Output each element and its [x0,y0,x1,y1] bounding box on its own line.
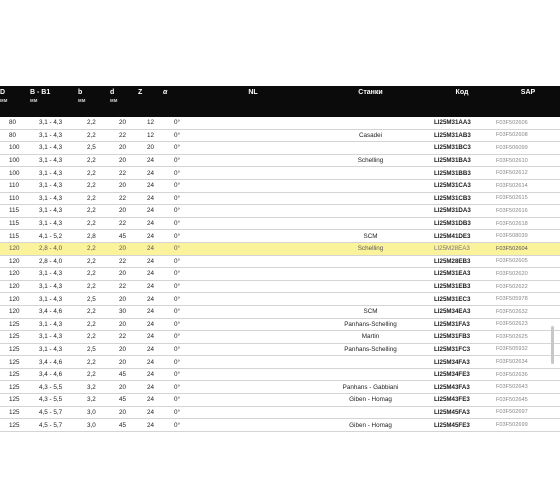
cell-a: 0° [174,131,181,139]
cell-d: 20 [119,295,127,303]
cell-a: 0° [174,408,181,416]
cell-code: LI25M31BB3 [434,169,471,177]
cell-nl [193,331,313,344]
cell-BB1: 3,4 - 4,6 [39,358,63,366]
table-row[interactable] [0,154,560,167]
cell-a: 0° [174,283,181,291]
cell-b: 2,2 [87,358,96,366]
cell-a: 0° [174,396,181,404]
cell-D: 120 [9,308,20,316]
cell-b: 2,2 [87,371,96,379]
col-header-B-B1: B - B1 [30,86,78,98]
table-row[interactable] [0,230,560,243]
cell-D: 120 [9,283,20,291]
cell-machine [313,117,428,129]
cell-D: 115 [9,220,20,228]
cell-machine: SCM [363,308,378,316]
cell-Z: 24 [147,308,155,316]
cell-code: LI25M31AB3 [434,131,471,139]
cell-code: LI25M45FE3 [434,421,470,429]
cell-nl [193,343,313,356]
table-row[interactable] [0,419,560,432]
product-table [0,86,560,432]
cell-Z: 24 [147,396,155,404]
cell-nl [193,230,313,243]
col-header-NL: NL [193,86,313,98]
cell-d: 45 [119,232,127,240]
table-row[interactable] [0,343,560,356]
cell-d: 20 [119,182,127,190]
cell-Z: 24 [147,232,155,240]
cell-D: 110 [9,194,20,202]
header-row [0,86,560,98]
col-header-b: b [78,86,110,98]
cell-nl [193,179,313,192]
cell-machine: Schelling [357,157,384,165]
cell-machine [313,268,428,281]
cell-code: LI25M45FA3 [434,408,470,416]
unit-d: мм [110,98,138,117]
cell-d: 20 [110,242,138,255]
cell-code: LI25M28EB3 [434,257,471,265]
cell-code: LI25M43FE3 [434,396,470,404]
cell-d: 45 [119,371,127,379]
cell-code: LI25M31DA3 [434,207,471,215]
cell-Z: 24 [147,194,155,202]
units-row [0,98,560,117]
cell-Z: 24 [147,169,155,177]
cell-d: 22 [119,257,127,265]
cell-BB1: 4,5 - 5,7 [39,421,63,429]
cell-D: 80 [9,119,17,127]
cell-a: 0° [174,207,181,215]
table-row[interactable] [0,129,560,142]
cell-a: 0° [174,119,181,127]
cell-machine: SCM [363,232,378,240]
cell-nl [193,117,313,129]
cell-b: 2,2 [87,220,96,228]
table-row[interactable] [0,167,560,180]
cell-nl [193,381,313,394]
cell-sap: F03F505978 [496,296,528,303]
cell-b: 2,2 [87,131,96,139]
table-row[interactable] [0,293,560,306]
cell-sap: F03F502625 [496,333,528,340]
table-row[interactable] [0,192,560,205]
cell-d: 20 [119,144,127,152]
cell-machine [313,406,428,419]
cell-nl [193,255,313,268]
cell-code: LI25M31FA3 [434,320,470,328]
cell-d: 22 [119,333,127,341]
cell-machine: Giben - Homag [349,421,392,429]
cell-d: 22 [119,220,127,228]
cell-b: 2,2 [87,333,96,341]
col-header-code: Код [428,86,496,98]
cell-machine [313,192,428,205]
cell-D: 120 [9,257,20,265]
cell-BB1: 2,8 - 4,0 [30,242,78,255]
col-header-Z: Z [138,86,163,98]
cell-D: 120 [0,242,30,255]
cell-a: 0° [174,220,181,228]
cell-d: 20 [119,207,127,215]
cell-a: 0° [174,358,181,366]
table-row[interactable] [0,217,560,230]
cell-code: LI25M31CB3 [434,194,471,202]
cell-a: 0° [174,345,181,353]
table-row[interactable] [0,117,560,129]
cell-BB1: 3,1 - 4,3 [39,320,63,328]
table-row[interactable] [0,305,560,318]
cell-nl [193,394,313,407]
cell-a: 0° [174,182,181,190]
cell-D: 115 [9,232,20,240]
table-row[interactable] [0,368,560,381]
cell-BB1: 3,1 - 4,3 [39,270,63,278]
cell-d: 20 [119,358,127,366]
cell-D: 110 [9,182,20,190]
cell-d: 20 [119,119,127,127]
table-row[interactable] [0,394,560,407]
cell-d: 22 [119,194,127,202]
cell-b: 2,2 [87,194,96,202]
cell-a: 0° [174,333,181,341]
cell-Z: 20 [147,144,155,152]
cell-d: 22 [119,283,127,291]
cell-Z: 24 [147,333,155,341]
cell-BB1: 3,1 - 4,3 [39,119,63,127]
cell-BB1: 3,1 - 4,3 [39,207,63,215]
cell-sap: F03F502643 [496,384,528,391]
cell-b: 2,2 [87,257,96,265]
cell-code: LI25M34FA3 [434,358,470,366]
cell-nl [193,305,313,318]
cell-d: 20 [119,408,127,416]
cell-machine [313,217,428,230]
cell-nl [193,419,313,432]
cell-Z: 24 [147,408,155,416]
cell-Z: 24 [147,371,155,379]
cell-b: 3,0 [87,421,96,429]
cell-a: 0° [174,157,181,165]
cell-nl [193,154,313,167]
cell-Z: 24 [147,220,155,228]
cell-sap: F03F505932 [496,346,528,353]
cell-code: LI25M34FE3 [434,371,470,379]
cell-d: 20 [119,383,127,391]
cell-BB1: 3,1 - 4,3 [39,345,63,353]
cell-a: 0° [174,270,181,278]
cell-BB1: 3,1 - 4,3 [39,220,63,228]
cell-Z: 24 [147,283,155,291]
unit-b: мм [78,98,110,117]
cell-BB1: 3,1 - 4,3 [39,131,63,139]
cell-code: LI25M31EC3 [434,295,471,303]
cell-b: 2,2 [87,270,96,278]
cell-BB1: 3,1 - 4,3 [39,144,63,152]
cell-Z: 24 [147,345,155,353]
cell-machine: Panhans-Schelling [344,345,397,353]
cell-machine: Martin [361,333,380,341]
cell-sap: F03F502612 [496,170,528,177]
cell-D: 125 [9,320,20,328]
cell-D: 125 [9,421,20,429]
cell-sap: F03F502634 [496,359,528,366]
cell-machine: Panhans-Schelling [344,320,397,328]
cell-code: LI25M31BA3 [434,157,471,165]
col-header-D: D [0,86,30,98]
cell-d: 20 [119,270,127,278]
cell-b: 2,2 [87,320,96,328]
cell-BB1: 3,1 - 4,3 [39,182,63,190]
cell-a: 0° [174,371,181,379]
table-row[interactable] [0,381,560,394]
table-row[interactable] [0,205,560,218]
cell-D: 125 [9,333,20,341]
table-row[interactable] [0,356,560,369]
cell-BB1: 3,1 - 4,3 [39,194,63,202]
product-table-container[interactable] [0,86,560,429]
cell-Z: 24 [147,270,155,278]
cell-b: 2,2 [87,308,96,316]
cell-d: 22 [119,169,127,177]
cell-sap: F03F502608 [496,132,528,139]
cell-D: 100 [9,144,20,152]
cell-code: LI25M41DE3 [434,232,471,240]
cell-b: 2,5 [87,144,96,152]
cell-a: 0° [163,242,193,255]
cell-nl [193,217,313,230]
cell-D: 125 [9,345,20,353]
cell-nl [193,280,313,293]
cell-b: 2,2 [87,207,96,215]
table-row[interactable] [0,179,560,192]
col-header-sap: SAP [496,86,560,98]
cell-machine: Schelling [313,242,428,255]
cell-sap: F03F502606 [496,119,528,126]
cell-code: LI25M34EA3 [434,308,471,316]
cell-D: 100 [9,169,20,177]
table-row[interactable] [0,331,560,344]
table-row[interactable] [0,255,560,268]
cell-b: 2,2 [87,119,96,127]
cell-code: LI25M31FB3 [434,333,471,341]
cell-a: 0° [174,169,181,177]
table-row[interactable] [0,318,560,331]
cell-code: LI25M31FC3 [434,345,471,353]
cell-sap: F03F502610 [496,157,528,164]
cell-sap: F03F506099 [496,144,528,151]
col-header-alpha: α [163,86,193,98]
cell-machine [313,205,428,218]
cell-D: 125 [9,358,20,366]
cell-b: 3,2 [87,383,96,391]
cell-Z: 24 [147,295,155,303]
cell-b: 2,5 [87,295,96,303]
cell-D: 125 [9,383,20,391]
cell-sap: F03F502615 [496,195,528,202]
cell-a: 0° [174,308,181,316]
cell-machine: Casadei [358,131,383,139]
cell-sap: F03F502622 [496,283,528,290]
scrollbar-thumb[interactable] [551,326,554,364]
cell-code: LI25M31BC3 [434,144,471,152]
cell-BB1: 4,1 - 5,2 [39,232,63,240]
cell-machine [313,179,428,192]
cell-Z: 24 [147,320,155,328]
cell-b: 2,2 [78,242,110,255]
cell-a: 0° [174,383,181,391]
cell-a: 0° [174,144,181,152]
cell-nl [193,142,313,155]
cell-sap: F03F502604 [496,242,560,255]
cell-machine [313,167,428,180]
cell-sap: F03F502620 [496,270,528,277]
unit-D: мм [0,98,30,117]
cell-D: 125 [9,396,20,404]
cell-D: 80 [9,131,17,139]
cell-D: 125 [9,371,20,379]
cell-code: LI25M31CA3 [434,182,471,190]
cell-b: 2,2 [87,283,96,291]
cell-Z: 24 [147,383,155,391]
cell-machine: Panhans - Gabbiani [342,383,399,391]
cell-d: 20 [119,320,127,328]
cell-nl [193,406,313,419]
cell-Z: 24 [147,182,155,190]
cell-machine [313,280,428,293]
cell-BB1: 3,1 - 4,3 [39,169,63,177]
cell-sap: F03F502697 [496,409,528,416]
cell-a: 0° [174,257,181,265]
cell-nl [193,192,313,205]
cell-d: 45 [119,421,127,429]
cell-BB1: 4,3 - 5,5 [39,396,63,404]
cell-b: 2,2 [87,157,96,165]
cell-D: 120 [9,295,20,303]
table-row[interactable] [0,142,560,155]
cell-Z: 24 [147,157,155,165]
cell-Z: 12 [147,131,155,139]
unit-B-B1: мм [30,98,78,117]
cell-b: 2,2 [87,182,96,190]
cell-nl [193,242,313,255]
cell-nl [193,368,313,381]
cell-machine [313,368,428,381]
table-row[interactable] [0,280,560,293]
cell-a: 0° [174,320,181,328]
cell-code: LI25M31AA3 [434,119,471,127]
cell-machine: Giben - Homag [349,396,392,404]
col-header-d: d [110,86,138,98]
cell-a: 0° [174,194,181,202]
cell-BB1: 3,1 - 4,3 [39,333,63,341]
cell-sap: F03F502623 [496,321,528,328]
cell-b: 2,8 [87,232,96,240]
cell-code: LI25M31DB3 [434,220,471,228]
cell-Z: 24 [147,421,155,429]
cell-a: 0° [174,232,181,240]
cell-code: LI25M31EB3 [434,283,471,291]
cell-nl [193,318,313,331]
cell-sap: F03F502614 [496,182,528,189]
cell-b: 3,0 [87,408,96,416]
cell-BB1: 3,1 - 4,3 [39,295,63,303]
cell-D: 100 [9,157,20,165]
cell-machine [313,142,428,155]
cell-nl [193,293,313,306]
cell-sap: F03F502645 [496,396,528,403]
cell-b: 3,2 [87,396,96,404]
cell-BB1: 3,1 - 4,3 [39,283,63,291]
cell-sap: F03F502632 [496,308,528,315]
cell-nl [193,268,313,281]
col-header-machines: Станки [313,86,428,98]
cell-b: 2,2 [87,169,96,177]
cell-code: LI25M28EA3 [428,242,496,255]
cell-nl [193,205,313,218]
cell-Z: 24 [147,207,155,215]
cell-Z: 24 [138,242,163,255]
cell-nl [193,167,313,180]
table-row[interactable] [0,268,560,281]
cell-machine [313,255,428,268]
cell-sap: F03F502618 [496,220,528,227]
cell-BB1: 4,3 - 5,5 [39,383,63,391]
cell-code: LI25M31EA3 [434,270,471,278]
cell-machine [313,356,428,369]
cell-d: 20 [119,157,127,165]
table-row[interactable] [0,406,560,419]
cell-a: 0° [174,295,181,303]
table-row-highlighted[interactable] [0,242,560,255]
cell-d: 45 [119,396,127,404]
cell-nl [193,129,313,142]
cell-sap: F03F502699 [496,422,528,429]
cell-BB1: 2,8 - 4,0 [39,257,63,265]
cell-machine [313,293,428,306]
cell-sap: F03F502605 [496,258,528,265]
cell-Z: 24 [147,358,155,366]
cell-D: 120 [9,270,20,278]
cell-BB1: 4,5 - 5,7 [39,408,63,416]
cell-sap: F03F502636 [496,371,528,378]
cell-d: 20 [119,345,127,353]
cell-d: 30 [119,308,127,316]
cell-D: 125 [9,408,20,416]
cell-BB1: 3,4 - 4,6 [39,371,63,379]
cell-BB1: 3,1 - 4,3 [39,157,63,165]
cell-sap: F03F502616 [496,207,528,214]
cell-Z: 12 [147,119,155,127]
cell-a: 0° [174,421,181,429]
cell-d: 22 [119,131,127,139]
cell-D: 115 [9,207,20,215]
cell-Z: 24 [147,257,155,265]
cell-code: LI25M43FA3 [434,383,470,391]
cell-nl [193,356,313,369]
cell-BB1: 3,4 - 4,6 [39,308,63,316]
cell-b: 2,5 [87,345,96,353]
cell-sap: F03F508039 [496,233,528,240]
